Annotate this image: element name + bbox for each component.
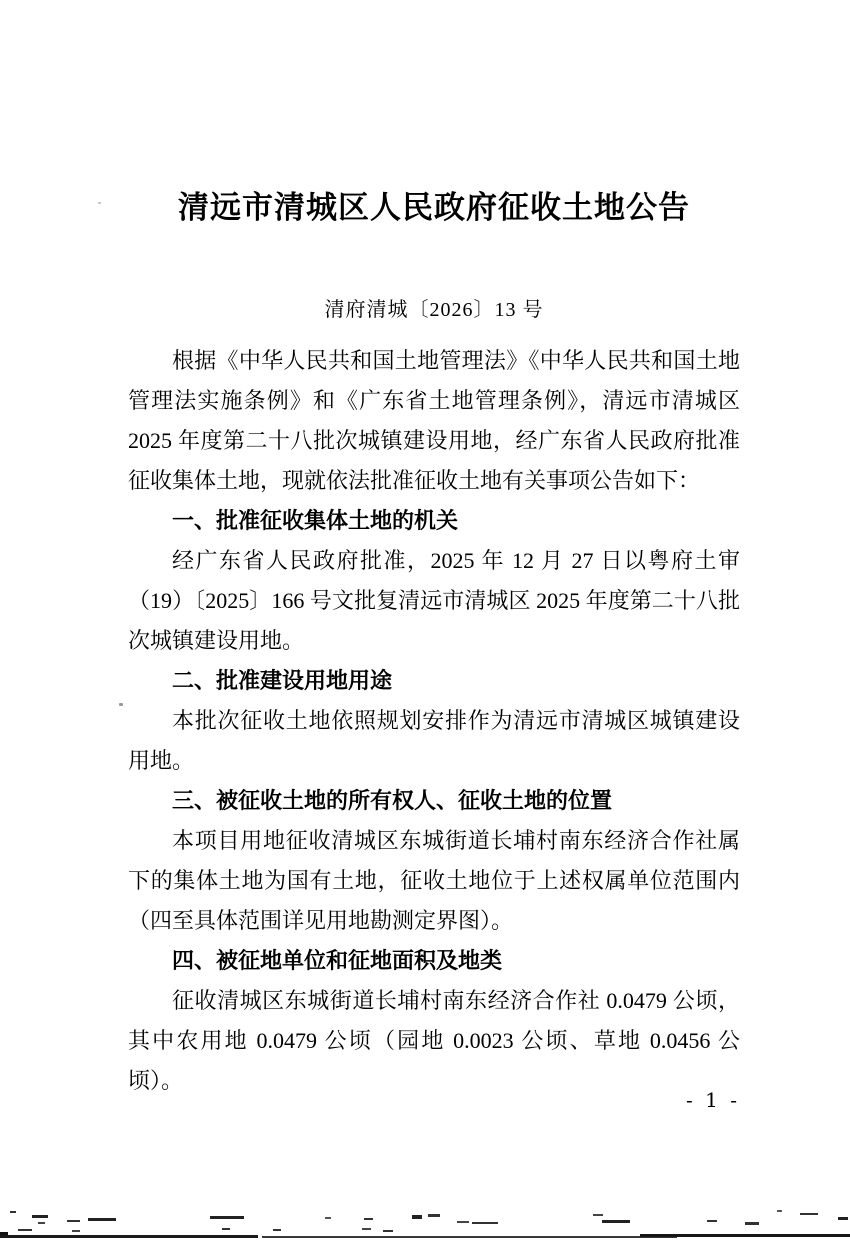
paragraph-approval-organ: 经广东省人民政府批准，2025 年 12 月 27 日以粤府土审（19）〔2025〕166 号文批复清远市清城区 2025 年度第二十八批次城镇建设用地。 [128, 548, 740, 653]
section-heading-4: 四、被征地单位和征地面积及地类 [172, 948, 503, 973]
paragraph-intro: 根据《中华人民共和国土地管理法》《中华人民共和国土地管理法实施条例》和《广东省土地管理条例》，清远市清城区 2025 年度第二十八批次城镇建设用地，经广东省人民政府批准征收集体土地，现就依法批准征收土地有关事项公告如下： [128, 348, 740, 493]
scan-speck [119, 703, 123, 706]
page-number: - 1 - [686, 1088, 740, 1112]
document-title: 清远市清城区人民政府征收土地公告 [178, 190, 690, 225]
document-body [128, 341, 740, 1101]
document-number: 清府清城〔2026〕13 号 [324, 299, 544, 321]
section-heading-3: 三、被征收土地的所有权人、征收土地的位置 [172, 788, 613, 813]
paragraph-owner-location: 本项目用地征收清城区东城街道长埔村南东经济合作社属下的集体土地为国有土地，征收土地位于上述权属单位范围内（四至具体范围详见用地勘测定界图）。 [128, 828, 740, 933]
section-heading-2: 二、批准建设用地用途 [172, 668, 393, 693]
scan-speck [98, 202, 101, 204]
section-heading-1: 一、批准征收集体土地的机关 [172, 508, 459, 533]
paragraph-land-use: 本批次征收土地依照规划安排作为清远市清城区城镇建设用地。 [128, 708, 740, 773]
paragraph-area-landtype: 征收清城区东城街道长埔村南东经济合作社 0.0479 公顷，其中农用地 0.0479 公顷（园地 0.0023 公顷、草地 0.0456 公顷）。 [128, 988, 740, 1093]
